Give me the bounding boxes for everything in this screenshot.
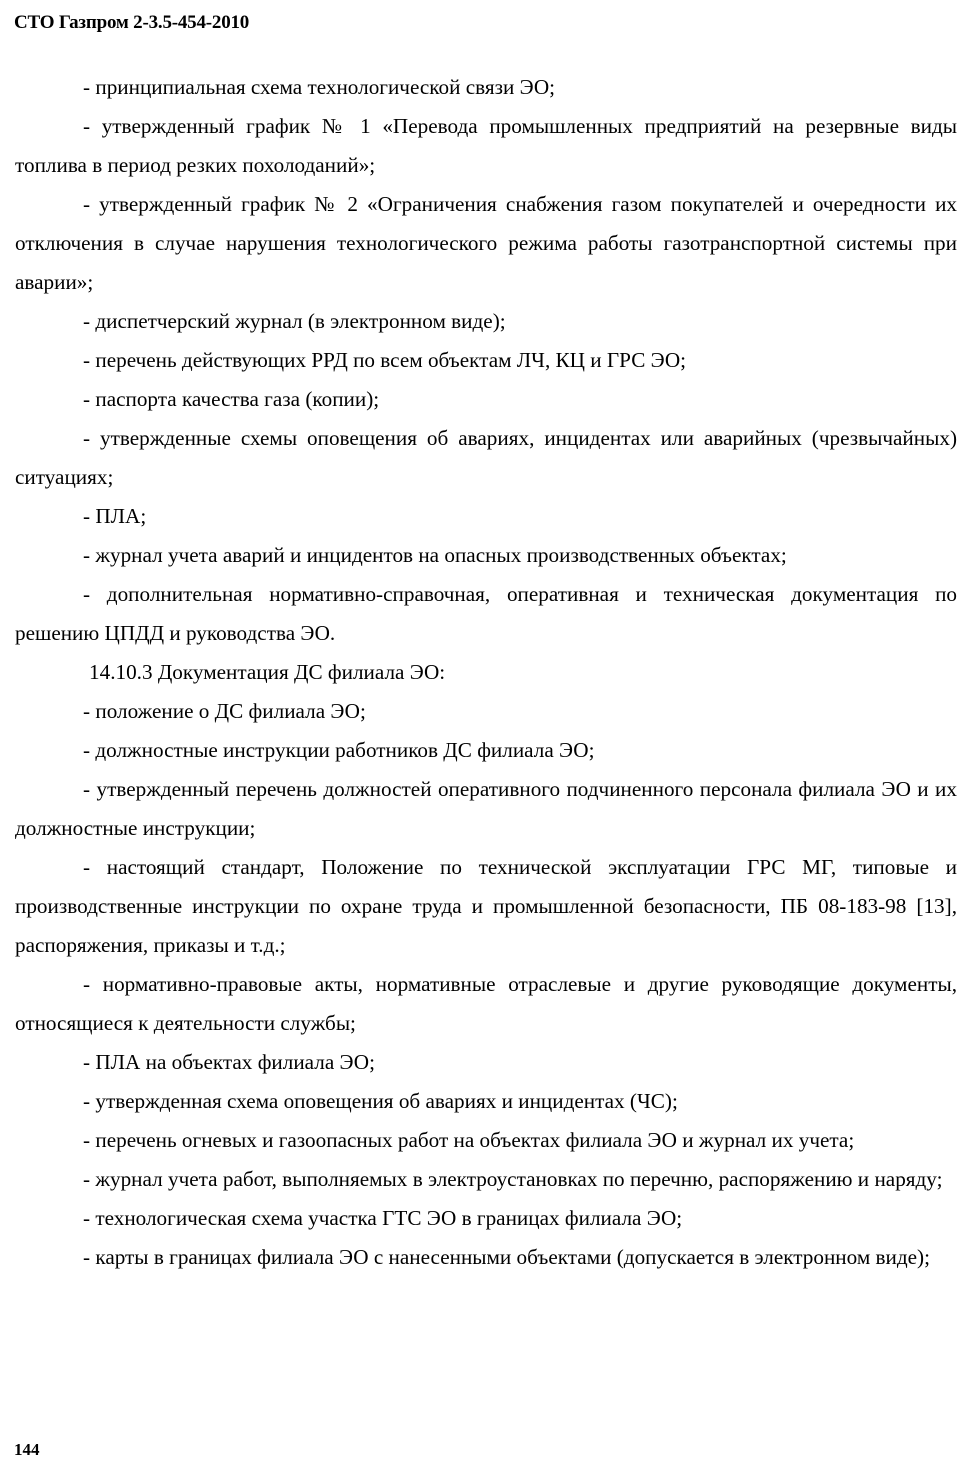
list-item: - журнал учета работ, выполняемых в электроустановках по перечню, распоряжению и наряду; <box>83 1167 943 1191</box>
list-item: - положение о ДС филиала ЭО; <box>83 699 366 723</box>
list-item: - паспорта качества газа (копии); <box>83 387 380 411</box>
list-item: - настоящий стандарт, Положение по технической эксплуатации ГРС МГ, типовые и производственные инструкции по охране труда и промышленной безопасности, ПБ 08-183-98 [13], распоряжения, приказы и т.д.; <box>15 855 957 957</box>
list-item: - журнал учета аварий и инцидентов на опасных производственных объектах; <box>83 543 787 567</box>
list-item: - принципиальная схема технологической связи ЭО; <box>83 75 556 99</box>
list-item: - утвержденный график № 1 «Перевода промышленных предприятий на резервные виды топлива в период резких похолоданий»; <box>15 114 957 177</box>
document-body <box>15 68 957 1277</box>
list-item: - должностные инструкции работников ДС филиала ЭО; <box>83 738 595 762</box>
list-item: - утвержденный график № 2 «Ограничения снабжения газом покупателей и очередности их отключения в случае нарушения технологического режима работы газотранспортной системы при аварии»; <box>15 192 957 294</box>
list-item: - карты в границах филиала ЭО с нанесенными объектами (допускается в электронном виде); <box>83 1245 931 1269</box>
list-item: - перечень огневых и газоопасных работ на объектах филиала ЭО и журнал их учета; <box>83 1128 855 1152</box>
list-item: - утвержденный перечень должностей оперативного подчиненного персонала филиала ЭО и их должностные инструкции; <box>15 777 957 840</box>
list-item: - технологическая схема участка ГТС ЭО в границах филиала ЭО; <box>83 1206 683 1230</box>
list-item: - нормативно-правовые акты, нормативные отраслевые и другие руководящие документы, относящиеся к деятельности службы; <box>15 972 957 1035</box>
list-item: - перечень действующих РРД по всем объектам ЛЧ, КЦ и ГРС ЭО; <box>83 348 687 372</box>
document-header-code: СТО Газпром 2-3.5-454-2010 <box>14 12 250 33</box>
list-item: - дополнительная нормативно-справочная, оперативная и техническая документация по решению ЦПДД и руководства ЭО. <box>15 582 957 645</box>
list-item: - ПЛА; <box>83 504 147 528</box>
list-item: - утвержденная схема оповещения об авариях и инцидентах (ЧС); <box>83 1089 678 1113</box>
list-item: - утвержденные схемы оповещения об авариях, инцидентах или аварийных (чрезвычайных) ситуациях; <box>15 426 957 489</box>
page-number: 144 <box>14 1440 40 1459</box>
section-heading: 14.10.3 Документация ДС филиала ЭО: <box>89 660 446 684</box>
list-item: - диспетчерский журнал (в электронном виде); <box>83 309 506 333</box>
list-item: - ПЛА на объектах филиала ЭО; <box>83 1050 375 1074</box>
